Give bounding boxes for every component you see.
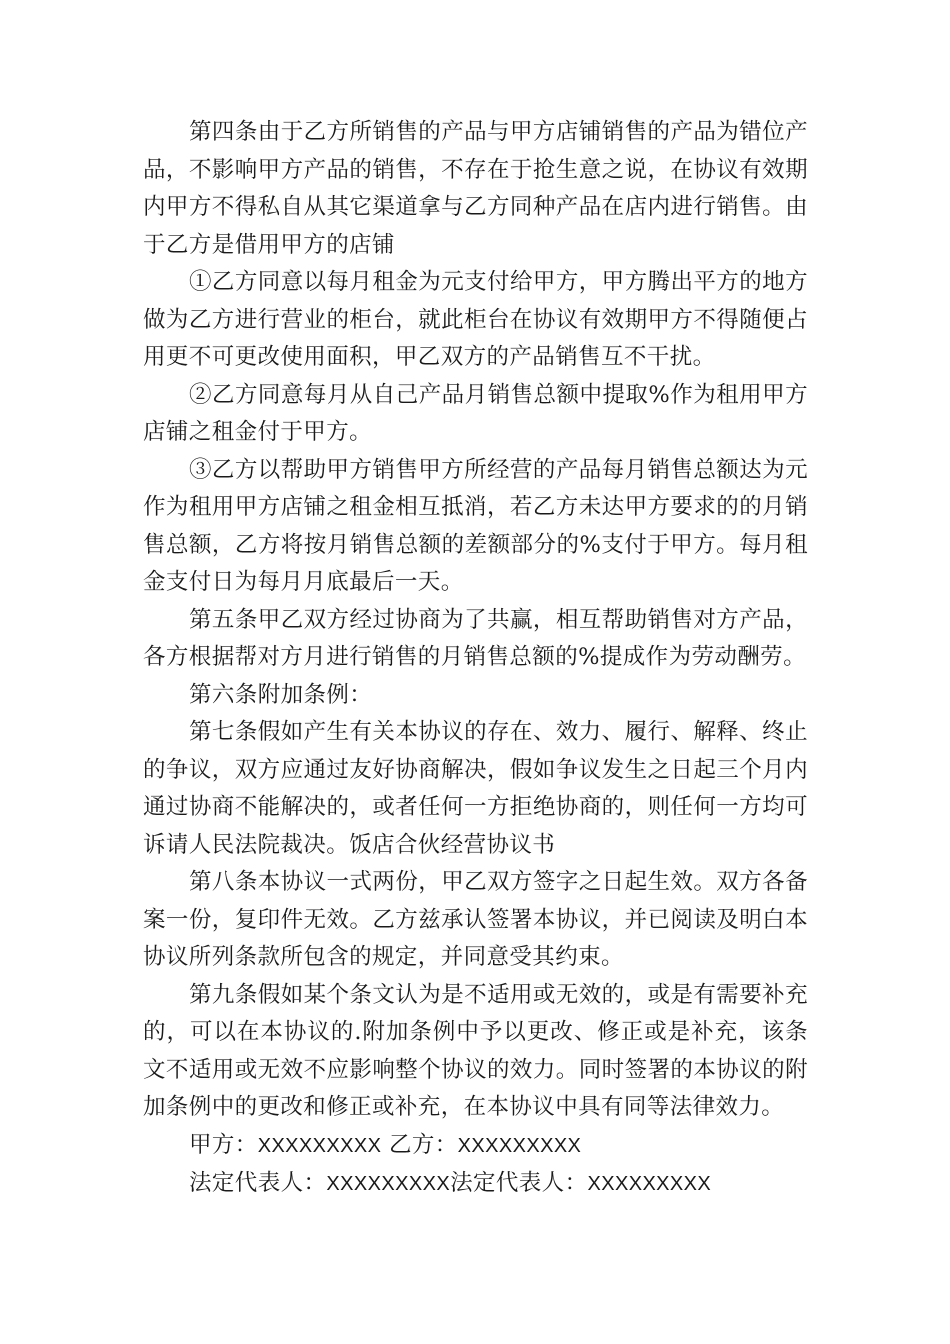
representative-signature-line xyxy=(143,1165,808,1204)
party-b-value: XXXXXXXXX xyxy=(457,1134,582,1157)
clause-8: 第八条本协议一式两份，甲乙双方签字之日起生效。双方各备案一份，复印件无效。乙方兹承认签署本协议，并已阅读及明白本协议所列条款所包含的规定，并同意受其约束。 xyxy=(143,869,808,970)
clause-6: 第六条附加条例： xyxy=(189,681,373,708)
rep-b-label: 法定代表人： xyxy=(450,1170,588,1196)
clause-4-item-2: ②乙方同意每月从自己产品月销售总额中提取%作为租用甲方店铺之租金付于甲方。 xyxy=(143,381,808,445)
clause-5: 第五条甲乙双方经过协商为了共赢，相互帮助销售对方产品，各方根据帮对方月进行销售的月销售总额的%提成作为劳动酬劳。 xyxy=(143,606,808,670)
clause-4-item-1: ①乙方同意以每月租金为元支付给甲方，甲方腾出平方的地方做为乙方进行营业的柜台，就此柜台在协议有效期甲方不得随便占用更不可更改使用面积，甲乙双方的产品销售互不干扰。 xyxy=(143,269,808,370)
clause-4-item-3: ③乙方以帮助甲方销售甲方所经营的产品每月销售总额达为元作为租用甲方店铺之租金相互抵消，若乙方未达甲方要求的的月销售总额，乙方将按月销售总额的差额部分的%支付于甲方。每月租金支付日为每月月底最后一天。 xyxy=(143,456,808,595)
party-a-value: XXXXXXXXX xyxy=(257,1134,382,1157)
clause-7: 第七条假如产生有关本协议的存在、效力、履行、解释、终止的争议，双方应通过友好协商解决，假如争议发生之日起三个月内通过协商不能解决的，或者任何一方拒绝协商的，则任何一方均可诉请人民法院裁决。饭店合伙经营协议书 xyxy=(143,719,808,858)
party-b-label: 乙方： xyxy=(388,1131,458,1158)
rep-b-value: XXXXXXXXX xyxy=(587,1173,712,1195)
document-body xyxy=(143,114,808,1204)
rep-a-value: XXXXXXXXX xyxy=(326,1173,451,1195)
clause-4: 第四条由于乙方所销售的产品与甲方店铺销售的产品为错位产品，不影响甲方产品的销售，不存在于抢生意之说，在协议有效期内甲方不得私自从其它渠道拿与乙方同种产品在店内进行销售。由于乙方是借用甲方的店铺 xyxy=(143,119,808,258)
clause-9: 第九条假如某个条文认为是不适用或无效的，或是有需要补充的，可以在本协议的.附加条例中予以更改、修正或是补充，该条文不适用或无效不应影响整个协议的效力。同时签署的本协议的附加条例中的更改和修正或补充，在本协议中具有同等法律效力。 xyxy=(143,981,808,1120)
party-signature-line xyxy=(143,1127,808,1166)
rep-a-label: 法定代表人： xyxy=(189,1170,327,1196)
party-a-label: 甲方： xyxy=(189,1131,258,1158)
